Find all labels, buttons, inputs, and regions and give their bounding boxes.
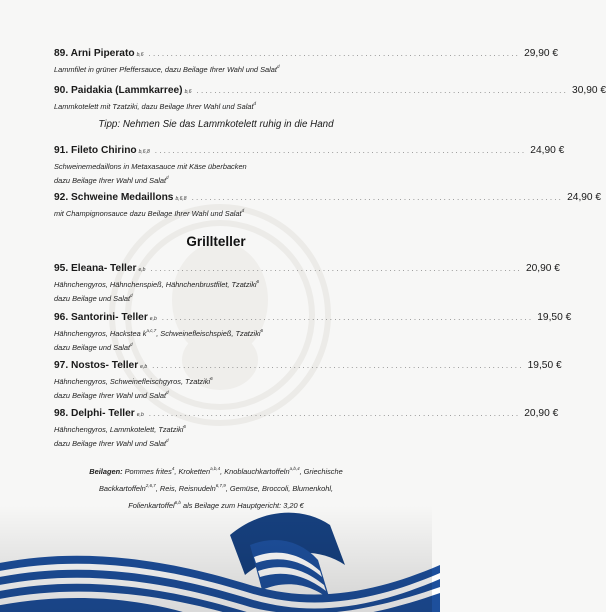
menu-item-95 <box>54 262 560 304</box>
item-name: 98. Delphi- Teller <box>54 408 135 419</box>
allergen-codes: b,6,8 <box>138 149 150 155</box>
item-price: 19,50 € <box>537 312 572 323</box>
section-title-grillteller: Grillteller <box>186 234 246 249</box>
item-name: 92. Schweine Medaillons <box>54 192 174 203</box>
item-name: 91. Fileto Chirino <box>54 145 137 156</box>
menu-item-97 <box>54 359 562 401</box>
menu-item-89 <box>54 47 559 76</box>
leader-dots: .................................................................................... <box>191 193 564 202</box>
item-price: 19,50 € <box>527 360 562 371</box>
leader-dots: .................................................................................... <box>161 313 534 322</box>
item-description: Schweinemedaillons in Metaxasauce mit Käse überbacken dazu Beilage Ihrer Wahl und Salat$^d$ <box>54 162 247 185</box>
menu-item-91 <box>54 144 565 186</box>
allergen-codes: e,b <box>138 267 146 273</box>
item-name: 95. Eleana- Teller <box>54 263 137 274</box>
allergen-codes: e,b <box>149 316 157 322</box>
item-description: Hähnchengyros, Hackstea $k^{a,c,7}$, Schweinefleischspieß, Tzatziki$^6$ dazu Beilage und Salat$^d$ <box>54 328 264 352</box>
menu-item-92 <box>54 191 602 220</box>
item-name: 96. Santorini- Teller <box>54 312 148 323</box>
leader-dots: .................................................................................... <box>148 49 521 58</box>
allergen-codes: b,6,8 <box>175 196 187 202</box>
leader-dots: .................................................................................... <box>154 146 527 155</box>
item-description: Hähnchengyros, Schweinefleischgyros, Tzatziki$^6$ dazu Beilage Ihrer Wahl und Salat$^d$ <box>54 376 213 400</box>
sides-label: Beilagen: <box>89 467 123 476</box>
allergen-codes: e,b <box>140 364 148 370</box>
item-price: 30,90 € <box>572 85 606 96</box>
item-description: Hähnchengyros, Hähnchenspieß, Hähnchenbrustfilet, Tzatziki$^6$ dazu Beilage und Salat$^d$ <box>54 279 260 303</box>
item-name: 89. Arni Piperato <box>54 48 135 59</box>
leader-dots: .................................................................................... <box>196 86 569 95</box>
tip-text: Tipp: Nehmen Sie das Lammkotelett ruhig in die Hand <box>98 119 334 130</box>
allergen-codes: b,6 <box>136 52 144 58</box>
item-price: 24,90 € <box>530 145 565 156</box>
item-price: 20,90 € <box>524 408 559 419</box>
menu-item-90 <box>54 84 606 113</box>
menu-item-96 <box>54 311 572 353</box>
leader-dots: .................................................................................... <box>152 361 524 370</box>
item-description: Lammfilet in grüner Pfeffersauce, dazu Beilage Ihrer Wahl und Salat$^d$ <box>54 64 280 74</box>
item-name: 90. Paidakia (Lammkarree) <box>54 85 183 96</box>
item-price: 24,90 € <box>567 192 602 203</box>
leader-dots: .................................................................................... <box>148 409 521 418</box>
allergen-codes: e,b <box>136 412 144 418</box>
item-price: 20,90 € <box>525 263 560 274</box>
item-description: mit Champignonsauce dazu Beilage Ihrer Wahl und Salat$^d$ <box>54 208 245 218</box>
leader-dots: .................................................................................... <box>150 264 522 273</box>
greek-flag-ribbon <box>0 505 432 612</box>
side-dishes-note: Beilagen: Pommes frites$^4$, Kroketten$^{a,b,4}$, Knoblauchkartoffeln$^{a,b,4}$, Griechische Backkartoffeln$^{2,6,7}$, Reis, Reisnudeln$^{6,7,9}$, Gemüse, Broccoli, Blumenkohl, $^{6,b}$ <box>89 466 343 506</box>
item-price: 29,90 € <box>524 48 559 59</box>
menu-item-98 <box>54 407 559 449</box>
allergen-codes: b,6 <box>184 89 192 95</box>
item-description: Lammkotelett mit Tzatziki, dazu Beilage Ihrer Wahl und Salat$^d$ <box>54 101 257 111</box>
item-name: 97. Nostos- Teller <box>54 360 139 371</box>
item-description: Hähnchengyros, Lammkotelett, Tzatziki$^6$ dazu Beilage Ihrer Wahl und Salat$^d$ <box>54 424 186 448</box>
